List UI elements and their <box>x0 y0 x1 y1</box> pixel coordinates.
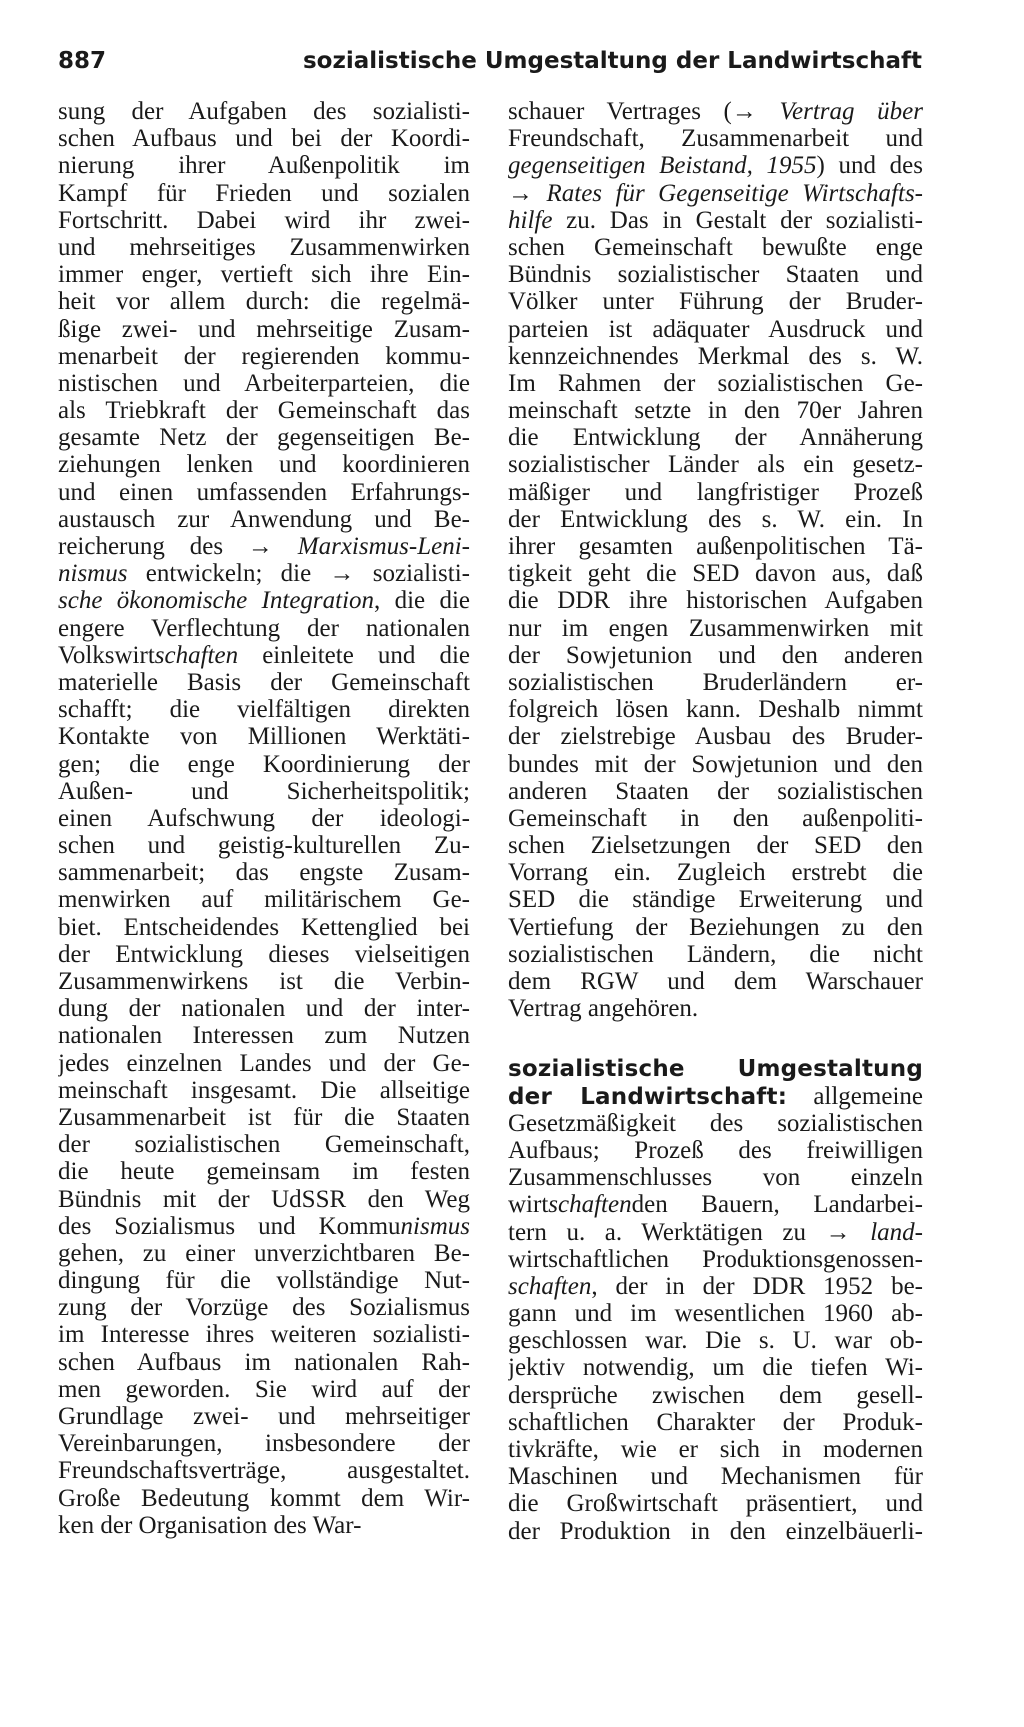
text-line: Gemeinschaft in den außenpoliti- <box>508 804 923 832</box>
text-line: ßige zwei- und mehrseitige Zusam- <box>58 315 470 343</box>
text-line: men geworden. Sie wird auf der <box>58 1375 470 1403</box>
text-line: schen Zielsetzungen der SED den <box>508 832 923 860</box>
text-line: Grundlage zwei- und mehrseitiger <box>58 1403 470 1430</box>
entry-headword: der Landwirtschaft: <box>508 1083 788 1110</box>
text-line: der Entwicklung dieses vielseitigen <box>58 940 470 968</box>
text-line: gehen, zu einer unverzichtbaren Be- <box>58 1239 470 1267</box>
entry-headword-line <box>508 1055 923 1082</box>
left-column <box>58 98 470 1539</box>
text-line: Kampf für Frieden und sozialen <box>58 179 470 207</box>
text-line: reicherung des → Marxismus-Leni- <box>58 533 470 560</box>
text-line: und einen umfassenden Erfahrungs- <box>58 478 470 506</box>
text-line: Große Bedeutung kommt dem Wir- <box>58 1484 470 1512</box>
text-line: zung der Vorzüge des Sozialismus <box>58 1294 470 1322</box>
text-line: Zusammenschlusses von einzeln <box>508 1164 923 1192</box>
text-line: dersprüche zwischen dem gesell- <box>508 1381 923 1409</box>
text-line: tivkräfte, wie er sich in modernen <box>508 1436 923 1463</box>
text-line: schen Aufbaus und bei der Koordi- <box>58 125 470 153</box>
text-line: Außen- und Sicherheitspolitik; <box>58 777 470 805</box>
text-line: Zusammenarbeit ist für die Staaten <box>58 1103 470 1131</box>
text-line: geschlossen war. Die s. U. war ob- <box>508 1327 923 1355</box>
text-line: Vertrag angehören. <box>508 995 699 1023</box>
text-line: gegenseitigen Beistand, 1955) und des <box>508 152 923 180</box>
text-line: anderen Staaten der sozialistischen <box>508 777 923 805</box>
text-line: Im Rahmen der sozialistischen Ge- <box>508 369 923 397</box>
text-line: immer enger, vertieft sich ihre Ein- <box>58 261 470 289</box>
text-line: gesamte Netz der gegenseitigen Be- <box>58 424 470 452</box>
text-line: menwirken auf militärischem Ge- <box>58 886 470 914</box>
text-line: hilfe zu. Das in Gestalt der sozialisti- <box>508 206 923 234</box>
text-line: tern u. a. Werktätigen zu → land- <box>508 1218 923 1246</box>
text-line: der sozialistischen Gemeinschaft, <box>58 1131 470 1159</box>
text-line: Vereinbarungen, insbesondere der <box>58 1430 470 1458</box>
text-line: und mehrseitiges Zusammenwirken <box>58 233 470 261</box>
entry-separator <box>508 1022 923 1055</box>
text-line: sche ökonomische Integration, die die <box>58 587 470 615</box>
text-line: folgreich lösen kann. Deshalb nimmt <box>508 696 923 724</box>
text-line: nur im engen Zusammenwirken mit <box>508 614 923 642</box>
text-line: die Entwicklung der Annäherung <box>508 424 923 452</box>
text-line: materielle Basis der Gemeinschaft <box>58 668 470 696</box>
text-line: als Triebkraft der Gemeinschaft das <box>58 397 470 425</box>
text-line: ken der Organisation des War- <box>58 1511 362 1539</box>
text-line: bundes mit der Sowjetunion und den <box>508 750 923 778</box>
text-line: dung der nationalen und der inter- <box>58 995 470 1023</box>
text-line: Kontakte von Millionen Werktäti- <box>58 723 470 751</box>
text-line: → Rates für Gegenseitige Wirtschafts- <box>508 179 923 207</box>
text-line: jektiv notwendig, um die tiefen Wi- <box>508 1354 923 1382</box>
text-line: kennzeichnendes Merkmal des s. W. <box>508 342 923 370</box>
text-line: meinschaft setzte in den 70er Jahren <box>508 397 923 425</box>
text-line: ihrer gesamten außenpolitischen Tä- <box>508 533 923 560</box>
text-line: nierung ihrer Außenpolitik im <box>58 152 470 180</box>
entry-headword-line <box>508 1083 923 1110</box>
dictionary-entry <box>508 1055 923 1544</box>
text-line: austausch zur Anwendung und Be- <box>58 505 470 533</box>
text-line: Bündnis mit der UdSSR den Weg <box>58 1185 470 1213</box>
text-line: menarbeit der regierenden kommu- <box>58 342 470 370</box>
text-line: schen Aufbaus im nationalen Rah- <box>58 1348 470 1376</box>
text-line: der Sowjetunion und den anderen <box>508 641 923 669</box>
running-head: sozialistische Umgestaltung der Landwirtschaft <box>302 48 922 74</box>
text-line: dem RGW und dem Warschauer <box>508 968 923 995</box>
text-line: meinschaft insgesamt. Die allseitige <box>58 1076 470 1104</box>
text-line: Vorrang ein. Zugleich erstrebt die <box>508 859 923 887</box>
text-line: SED die ständige Erweiterung und <box>508 886 923 914</box>
right-column <box>508 98 923 1545</box>
text-line: schen Gemeinschaft bewußte enge <box>508 233 923 261</box>
text-line: ziehungen lenken und koordinieren <box>58 451 470 479</box>
text-line: Gesetzmäßigkeit des sozialistischen <box>508 1109 923 1137</box>
text-line: Vertiefung der Beziehungen zu den <box>508 913 923 941</box>
text-line: Freundschaft, Zusammenarbeit und <box>508 125 923 153</box>
text-line: Völker unter Führung der Bruder- <box>508 288 923 316</box>
continued-entry-text <box>508 98 923 1022</box>
text-line: mäßiger und langfristiger Prozeß <box>508 478 923 506</box>
text-line: jedes einzelnen Landes und der Ge- <box>58 1049 470 1077</box>
page-header <box>58 48 922 88</box>
text-line: schafft; die vielfältigen direkten <box>58 696 470 724</box>
text-line: sammenarbeit; das engste Zusam- <box>58 859 470 887</box>
text-line: einen Aufschwung der ideologi- <box>58 804 470 832</box>
entry-headword: sozialistische Umgestaltung <box>508 1056 923 1083</box>
text-line: gann und im wesentlichen 1960 ab- <box>508 1300 923 1328</box>
text-line: Maschinen und Mechanismen für <box>508 1463 923 1491</box>
text-line: nismus entwickeln; die → sozialisti- <box>58 560 470 588</box>
text-line: der zielstrebige Ausbau des Bruder- <box>508 723 923 751</box>
text-line: die DDR ihre historischen Aufgaben <box>508 587 923 615</box>
text-line: nationalen Interessen zum Nutzen <box>58 1022 470 1050</box>
text-line: nistischen und Arbeiterparteien, die <box>58 369 470 397</box>
text-line: schaftlichen Charakter der Produk- <box>508 1408 923 1436</box>
text-line: wirtschaftenden Bauern, Landarbei- <box>508 1191 923 1219</box>
text-line: Volkswirtschaften einleitete und die <box>58 641 470 669</box>
text-line: sozialistischen Ländern, die nicht <box>508 940 923 968</box>
text-line: der Entwicklung des s. W. ein. In <box>508 505 923 533</box>
text-line: engere Verflechtung der nationalen <box>58 614 470 642</box>
text-line: schauer Vertrages (→ Vertrag über <box>508 98 923 125</box>
text-line: im Interesse ihres weiteren sozialisti- <box>58 1321 470 1349</box>
text-line: des Sozialismus und Kommunismus <box>58 1212 470 1240</box>
text-line: Zusammenwirkens ist die Verbin- <box>58 968 470 995</box>
text-line: parteien ist adäquater Ausdruck und <box>508 315 923 343</box>
text-line: Aufbaus; Prozeß des freiwilligen <box>508 1136 923 1164</box>
text-line: dingung für die vollständige Nut- <box>58 1267 470 1295</box>
text-line: sozialistischer Länder als ein gesetz- <box>508 451 923 479</box>
text-line: Bündnis sozialistischer Staaten und <box>508 261 923 289</box>
text-line: die Großwirtschaft präsentiert, und <box>508 1490 923 1518</box>
text-line: schaften, der in der DDR 1952 be- <box>508 1272 923 1300</box>
text-line: gen; die enge Koordinierung der <box>58 750 470 778</box>
entry-definition-start: allgemeine <box>787 1082 923 1110</box>
text-line: wirtschaftlichen Produktionsgenossen- <box>508 1245 923 1273</box>
text-line: biet. Entscheidendes Kettenglied bei <box>58 913 470 941</box>
page-number: 887 <box>58 48 107 74</box>
text-line: heit vor allem durch: die regelmä- <box>58 288 470 316</box>
text-line: die heute gemeinsam im festen <box>58 1158 470 1186</box>
text-line: der Produktion in den einzelbäuerli- <box>508 1517 923 1545</box>
text-line: tigkeit geht die SED davon aus, daß <box>508 560 923 588</box>
entry-body <box>508 1110 923 1545</box>
text-line: sozialistischen Bruderländern er- <box>508 668 923 696</box>
text-line: sung der Aufgaben des sozialisti- <box>58 98 470 125</box>
text-line: schen und geistig-kulturellen Zu- <box>58 832 470 860</box>
text-line: Fortschritt. Dabei wird ihr zwei- <box>58 206 470 234</box>
text-line: Freundschaftsverträge, ausgestaltet. <box>58 1457 470 1485</box>
